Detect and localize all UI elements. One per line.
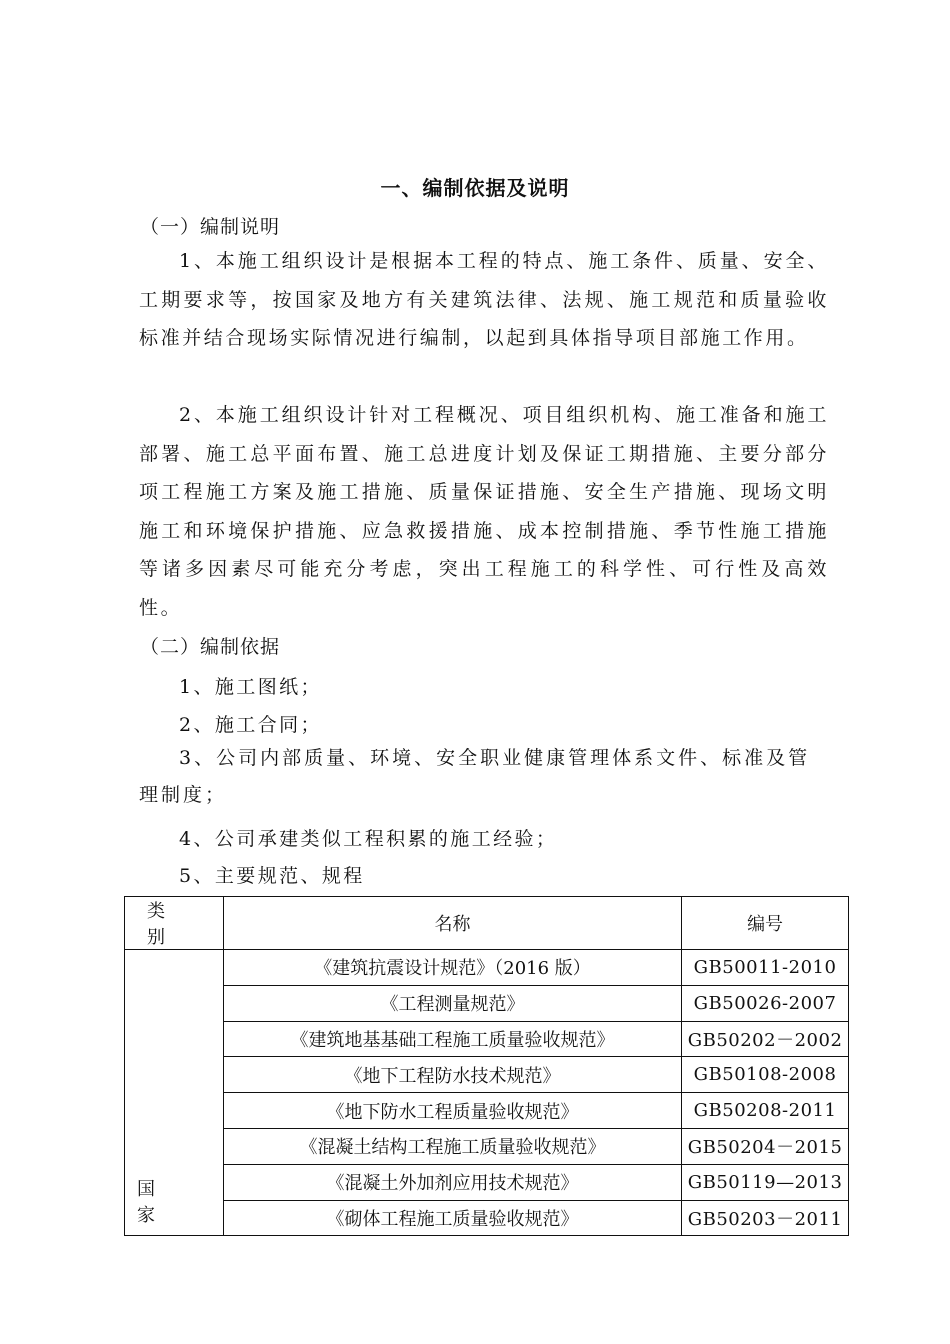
standard-code: GB50203－2011 <box>682 1200 849 1236</box>
table-row <box>125 1164 849 1200</box>
list-item-experience: 4、公司承建类似工程积累的施工经验； <box>179 828 558 850</box>
standard-name: 《工程测量规范》 <box>223 985 681 1021</box>
list-item-drawings: 1、施工图纸； <box>179 676 322 698</box>
standard-name: 《混凝土外加剂应用技术规范》 <box>223 1164 681 1200</box>
section-heading-basis: （二）编制依据 <box>140 636 281 658</box>
standard-name: 《砌体工程施工质量验收规范》 <box>223 1200 681 1236</box>
section-heading-explanation: （一）编制说明 <box>140 216 281 238</box>
table-header-row <box>125 897 849 950</box>
table-row <box>125 985 849 1021</box>
standards-table <box>124 896 849 1236</box>
table-row <box>125 1057 849 1093</box>
standard-name: 《混凝土结构工程施工质量验收规范》 <box>223 1128 681 1164</box>
standard-code: GB50119—2013 <box>682 1164 849 1200</box>
standard-name: 《地下防水工程质量验收规范》 <box>223 1093 681 1129</box>
list-item-management-system: 3、公司内部质量、环境、安全职业健康管理体系文件、标准及管理制度； <box>139 747 811 806</box>
standard-code: GB50204－2015 <box>682 1128 849 1164</box>
standard-name: 《建筑地基基础工程施工质量验收规范》 <box>223 1021 681 1057</box>
table-row <box>125 1200 849 1236</box>
header-code: 编号 <box>682 897 849 950</box>
header-category: 类别 <box>125 897 224 950</box>
category-cell: 国家 <box>125 950 224 1236</box>
table-row <box>125 1021 849 1057</box>
table-row <box>125 1093 849 1129</box>
paragraph-1: 1、本施工组织设计是根据本工程的特点、施工条件、质量、安全、工期要求等，按国家及地方有关建筑法律、法规、施工规范和质量验收标准并结合现场实际情况进行编制，以起到具体指导项目部施工作用。 <box>139 250 829 349</box>
standard-code: GB50202－2002 <box>682 1021 849 1057</box>
page-title: 一、编制依据及说明 <box>380 176 570 200</box>
standard-name: 《地下工程防水技术规范》 <box>223 1057 681 1093</box>
standard-code: GB50108-2008 <box>682 1057 849 1093</box>
header-name: 名称 <box>223 897 681 950</box>
standard-code: GB50026-2007 <box>682 985 849 1021</box>
list-item-standards: 5、主要规范、规程 <box>179 865 365 887</box>
standard-code: GB50208-2011 <box>682 1093 849 1129</box>
table-row <box>125 950 849 986</box>
paragraph-2: 2、本施工组织设计针对工程概况、项目组织机构、施工准备和施工部署、施工总平面布置、施工总进度计划及保证工期措施、主要分部分项工程施工方案及施工措施、质量保证措施、安全生产措施、现场文明施工和环境保护措施、应急救援措施、成本控制措施、季节性施工措施等诸多因素尽可能充分考虑，突出工程施工的科学性、可行性及高效性。 <box>139 404 829 619</box>
standard-code: GB50011-2010 <box>682 950 849 986</box>
standard-name: 《建筑抗震设计规范》（2016 版） <box>223 950 681 986</box>
table-row <box>125 1128 849 1164</box>
list-item-contract: 2、施工合同； <box>179 714 322 736</box>
